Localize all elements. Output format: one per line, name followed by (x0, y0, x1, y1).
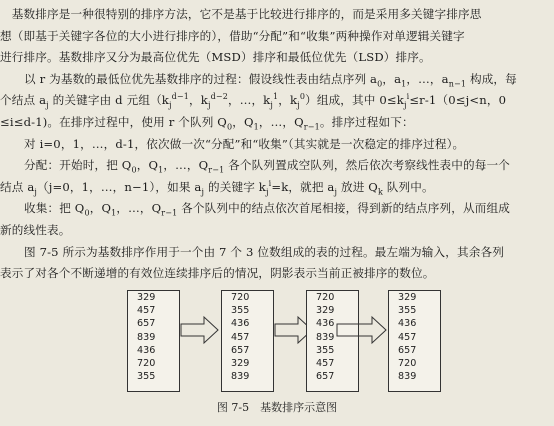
intro-line-1: 基数排序是一种很特别的排序方法，它不是基于比较进行排序的，而是采用多关键字排序思 (0, 7, 482, 21)
loop-line: 对 i=0，1，…，d-1，依次做一次“分配”和“收集”（其实就是一次稳定的排序过程）。 (24, 136, 465, 151)
column-value: 720 (398, 358, 417, 370)
lsd-line-2: 个结点 $a_j$ 的关键字由 d 元组（$k_j^{d-1}$，$k_j^{d-2}$，…，$k_j^1$，$k_j^0$）组成，其中 $0\le k_j^i\le r-1(0\le j<n$，0 (0, 92, 507, 110)
column-value: 839 (398, 371, 417, 383)
collect-line-2: 新的线性表。 (0, 222, 71, 237)
intro-line-3: 进行排序。基数排序又分为最高位优先（MSD）排序和最低位优先（LSD）排序。 (0, 50, 431, 65)
lsd-line-1: 以 r 为基数的最低位优先基数排序的过程：假设线性表由结点序列 $a_0$，$a_1$，…，$a_{n-1}$ 构成，每 (24, 71, 517, 89)
column-value: 457 (316, 358, 335, 370)
column-value: 355 (137, 371, 156, 383)
column-value: 839 (231, 371, 250, 383)
column-value: 329 (398, 292, 417, 303)
column-value: 436 (231, 318, 250, 330)
column-value: 720 (316, 292, 335, 303)
column-value: 329 (316, 305, 335, 317)
lsd-line-3: ≤i≤d-1)。在排序过程中，使用 r 个队列 $Q_0$，$Q_1$，…，$Q_{r-1}$。排序过程如下： (0, 114, 414, 132)
collect-line-1: 收集：把 $Q_0$，$Q_1$，…，$Q_{r-1}$ 各个队列中的结点依次首尾相接，得到新的结点序列，从而组成 (24, 201, 511, 218)
column-value: 457 (137, 305, 156, 317)
figure-caption: 图 7-5 基数排序示意图 (216, 401, 338, 414)
column-value: 657 (316, 371, 335, 383)
column-value: 355 (231, 305, 250, 317)
column-value: 355 (316, 344, 335, 356)
column-value: 457 (231, 331, 250, 343)
figure-intro-line-1: 图 7-5 所示为基数排序作用于一个由 7 个 3 位数组成的表的过程。最左端为输入，其余各列 (24, 244, 504, 259)
distribute-line-2: 结点 $a_j(j=0$，1，…，n−1），如果 $a_j$ 的关键字 $k_j^i=k$，就把 $a_j$ 放进 $Q_k$ 队列中。 (0, 178, 434, 197)
distribute-line-1: 分配：开始时，把 $Q_0$，$Q_1$，…，$Q_{r-1}$ 各个队列置成空队列，然后依次考察线性表中的每一个 (24, 158, 511, 175)
body-text (0, 4, 554, 285)
column-value: 839 (316, 331, 335, 343)
arrow-right-icon (336, 315, 388, 345)
column-value: 839 (137, 331, 156, 343)
column-value: 720 (137, 358, 156, 370)
column-value: 657 (398, 344, 417, 356)
column-value: 657 (137, 318, 156, 330)
column-value: 457 (398, 331, 417, 343)
figure-intro-line-2: 表示了对各个不断递增的有效位连续排序后的情况，阴影表示当前正被排序的数位。 (0, 266, 435, 281)
column-value: 355 (398, 305, 417, 317)
column-value: 436 (398, 318, 417, 330)
column-value: 657 (231, 344, 250, 356)
column-value: 436 (316, 318, 335, 330)
column-value: 329 (231, 358, 250, 370)
pass-1-column (221, 290, 274, 392)
intro-line-2: 想（即基于关键字各位的大小进行排序的），借助“分配”和“收集”两种操作对单逻辑关键字 (0, 28, 465, 43)
column-value: 720 (231, 292, 250, 303)
column-value: 436 (137, 344, 156, 356)
column-value: 329 (137, 292, 156, 303)
input-column (127, 290, 180, 392)
arrow-right-icon (180, 315, 220, 345)
pass-3-column (388, 290, 441, 392)
